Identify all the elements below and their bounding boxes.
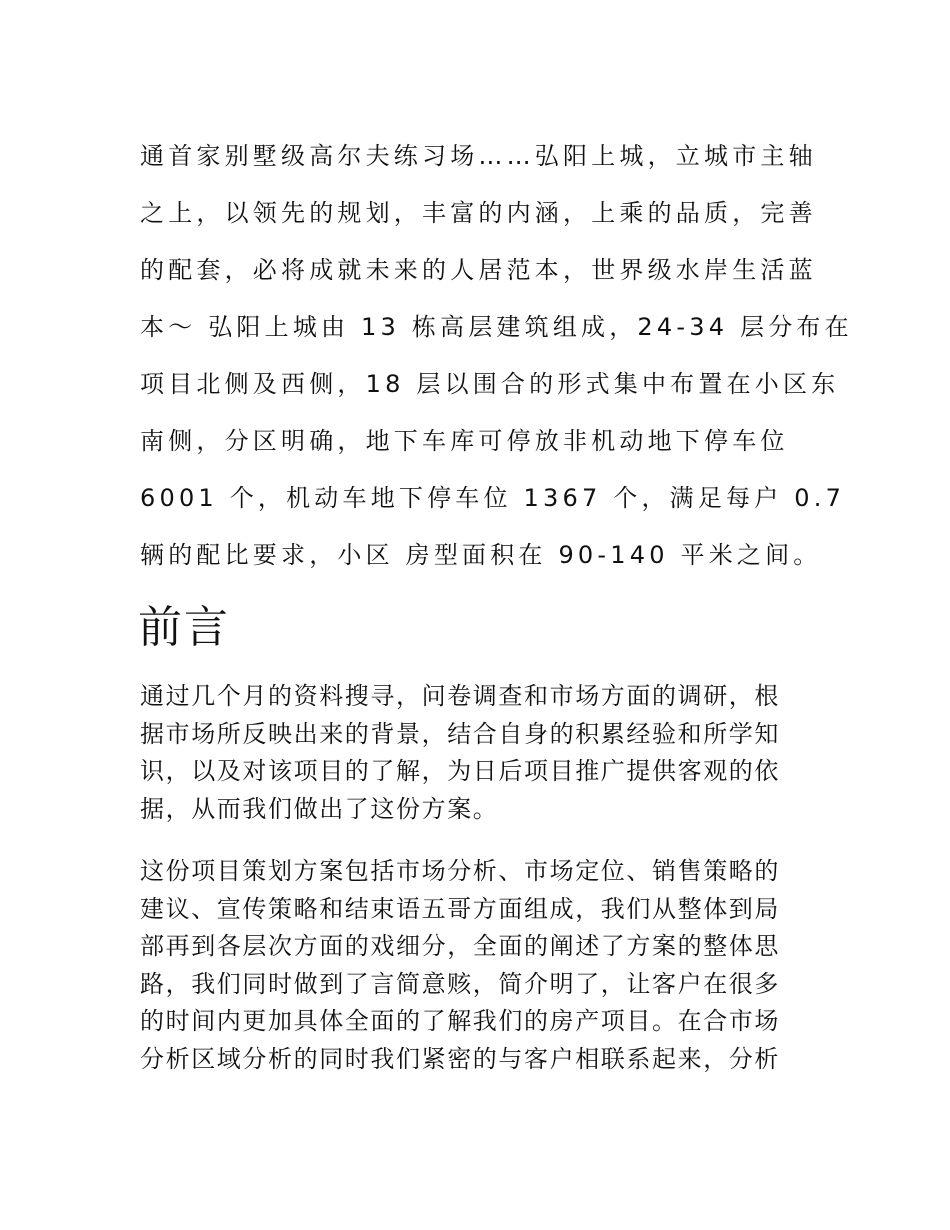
paragraph-line: 建议、宣传策略和结束语五哥方面组成，我们从整体到局 [140,894,780,923]
paragraph-line: 识，以及对该项目的了解，为日后项目推广提供客观的依 [140,757,780,785]
section-heading: 前言 [138,602,230,653]
paragraph-line: 路，我们同时做到了言简意赅，简介明了，让客户在很多 [140,969,780,998]
intro-line: 项目北侧及西侧，18 层以围合的形式集中布置在小区东 [140,370,840,398]
preface-paragraph-2 [140,853,830,1078]
paragraph-line: 据，从而我们做出了这份方案。 [140,794,499,823]
intro-line: 本～ 弘阳上城由 13 栋高层建筑组成，24-34 层分布在 [140,313,853,341]
preface-paragraph-1 [140,678,830,828]
paragraph-line: 分析区域分析的同时我们紧密的与客户相联系起来，分析 [140,1044,780,1073]
paragraph-line: 通过几个月的资料搜寻，问卷调查和市场方面的调研，根 [140,682,780,710]
paragraph-line: 据市场所反映出来的背景，结合自身的积累经验和所学知 [140,719,780,748]
intro-paragraph [140,134,853,590]
intro-line: 之上，以领先的规划，丰富的内涵，上乘的品质，完善 [140,199,817,227]
intro-line: 辆的配比要求，小区 房型面积在 90-140 平米之间。 [140,541,822,569]
intro-line: 通首家别墅级高尔夫练习场……弘阳上城，立城市主轴 [140,142,817,170]
intro-line: 6001 个，机动车地下停车位 1367 个，满足每户 0.7 [140,484,846,512]
intro-line: 南侧，分区明确，地下车库可停放非机动地下停车位 [140,427,789,455]
paragraph-line: 部再到各层次方面的戏细分，全面的阐述了方案的整体思 [140,932,780,960]
intro-line: 的配套，必将成就未来的人居范本，世界级水岸生活蓝 [140,256,817,284]
paragraph-line: 的时间内更加具体全面的了解我们的房产项目。在合市场 [140,1007,780,1035]
paragraph-line: 这份项目策划方案包括市场分析、市场定位、销售策略的 [140,857,780,885]
